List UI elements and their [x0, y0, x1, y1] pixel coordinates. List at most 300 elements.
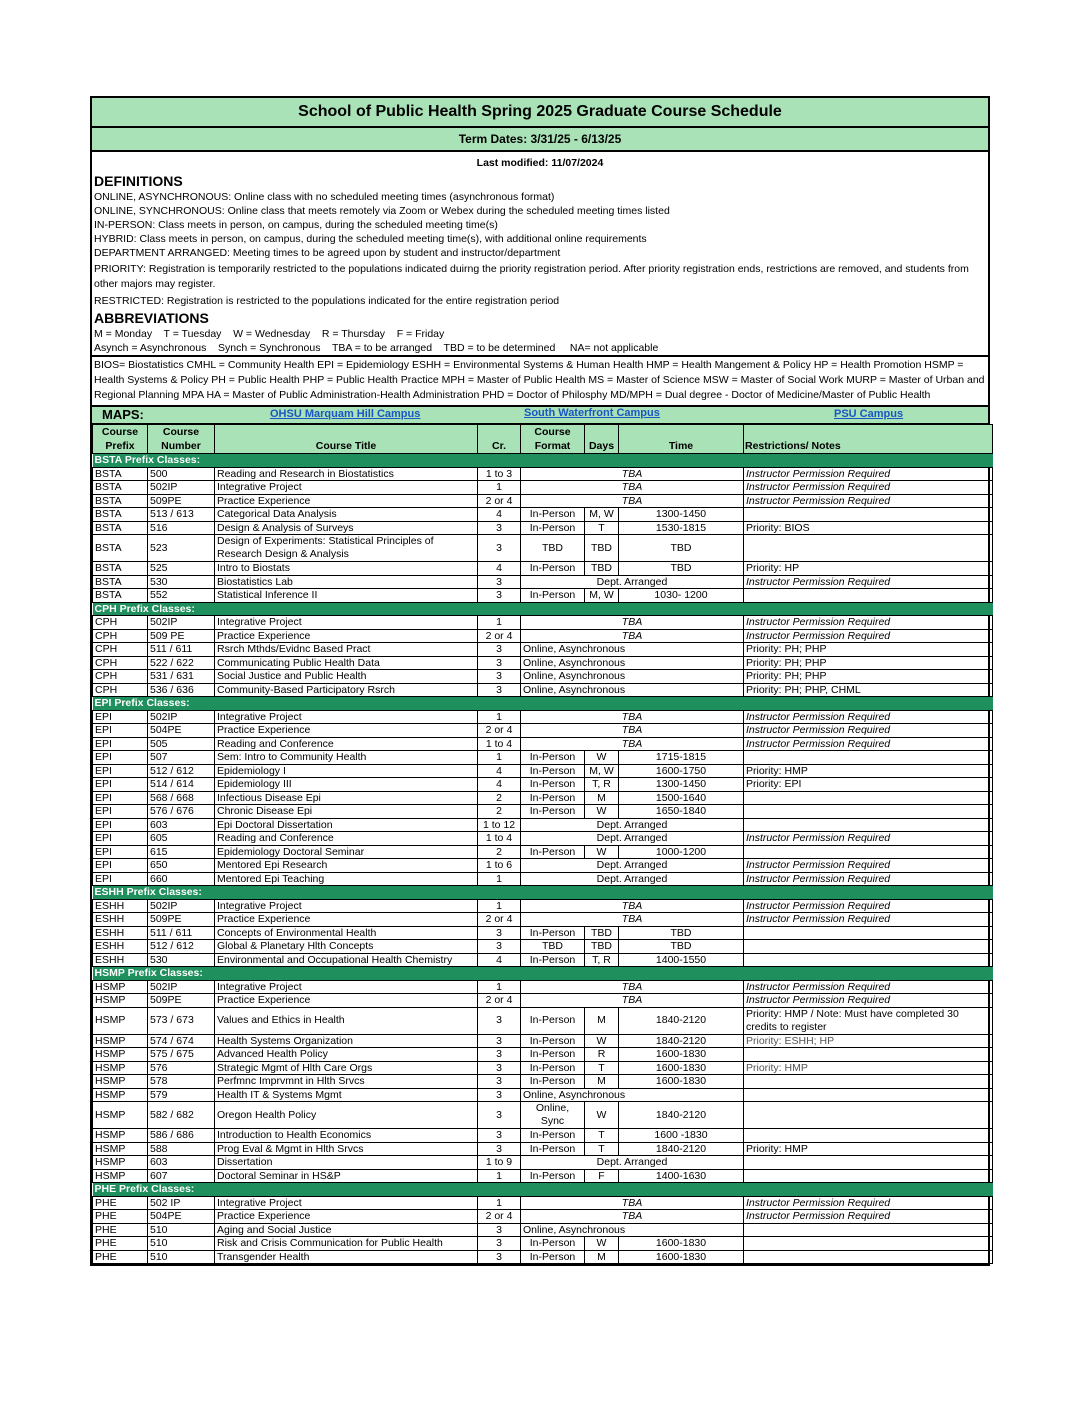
time-cell: 1400-1630: [619, 1169, 744, 1183]
course-title-cell: Biostatistics Lab: [215, 575, 478, 589]
table-row: [93, 710, 993, 724]
notes-cell: [744, 535, 993, 562]
course-prefix-cell: HSMP: [93, 1169, 148, 1183]
course-prefix-cell: BSTA: [93, 562, 148, 576]
time-cell: 1600-1830: [619, 1250, 744, 1264]
credits-cell: 2 or 4: [478, 913, 521, 927]
time-cell: 1300-1450: [619, 778, 744, 792]
definition-restricted: RESTRICTED: Registration is restricted to the populations indicated for the entire registration period: [94, 295, 560, 307]
days-cell: R: [585, 1048, 619, 1062]
format-cell: In-Person: [521, 953, 585, 967]
definition-in-person: IN-PERSON: Class meets in person, on campus, during the scheduled meeting time(s): [94, 219, 498, 231]
table-row: [93, 616, 993, 630]
table-row: [93, 994, 993, 1008]
course-prefix-cell: BSTA: [93, 575, 148, 589]
notes-cell: Instructor Permission Required: [744, 980, 993, 994]
days-cell: M: [585, 1250, 619, 1264]
notes-cell: Priority: HMP: [744, 1142, 993, 1156]
course-number-cell: 509PE: [148, 994, 215, 1008]
credits-cell: 2 or 4: [478, 994, 521, 1008]
time-cell: TBD: [619, 926, 744, 940]
notes-cell: Instructor Permission Required: [744, 481, 993, 495]
time-cell: 1600-1830: [619, 1061, 744, 1075]
format-cell: In-Person: [521, 1007, 585, 1034]
course-number-cell: 660: [148, 872, 215, 886]
format-cell: In-Person: [521, 589, 585, 603]
col-course-prefix: Course Prefix: [93, 425, 148, 454]
credits-cell: 3: [478, 1237, 521, 1251]
notes-cell: [744, 845, 993, 859]
time-cell: 1600-1750: [619, 764, 744, 778]
format-cell: TBA: [521, 1210, 744, 1224]
format-cell: Dept. Arranged: [521, 859, 744, 873]
time-cell: 1840-2120: [619, 1007, 744, 1034]
course-prefix-cell: ESHH: [93, 940, 148, 954]
maps-row: [92, 407, 988, 424]
table-row: [93, 1088, 993, 1102]
days-cell: T: [585, 1142, 619, 1156]
col-time: Time: [619, 425, 744, 454]
format-cell: TBA: [521, 994, 744, 1008]
format-cell: In-Person: [521, 1169, 585, 1183]
credits-cell: 4: [478, 562, 521, 576]
course-title-cell: Environmental and Occupational Health Chemistry: [215, 953, 478, 967]
table-row: [93, 508, 993, 522]
format-cell: TBA: [521, 481, 744, 495]
credits-cell: 1: [478, 872, 521, 886]
course-title-cell: Health IT & Systems Mgmt: [215, 1088, 478, 1102]
course-prefix-cell: EPI: [93, 845, 148, 859]
notes-cell: [744, 926, 993, 940]
course-number-cell: 514 / 614: [148, 778, 215, 792]
notes-cell: [744, 751, 993, 765]
course-prefix-cell: EPI: [93, 710, 148, 724]
time-cell: TBD: [619, 940, 744, 954]
credits-cell: 3: [478, 1061, 521, 1075]
course-title-cell: Practice Experience: [215, 1210, 478, 1224]
course-prefix-cell: CPH: [93, 683, 148, 697]
days-cell: W: [585, 751, 619, 765]
table-row: [93, 1034, 993, 1048]
course-table-body: [93, 454, 993, 1264]
days-cell: W: [585, 805, 619, 819]
course-title-cell: Design & Analysis of Surveys: [215, 521, 478, 535]
notes-cell: Priority: PH; PHP: [744, 643, 993, 657]
time-cell: 1030- 1200: [619, 589, 744, 603]
format-cell: TBA: [521, 629, 744, 643]
notes-cell: [744, 1048, 993, 1062]
format-cell: TBA: [521, 1196, 744, 1210]
course-prefix-cell: CPH: [93, 616, 148, 630]
credits-cell: 1 to 4: [478, 832, 521, 846]
definition-hybrid: HYBRID: Class meets in person, on campus, during the scheduled meeting time(s), with additional online requirements: [94, 233, 647, 245]
course-number-cell: 513 / 613: [148, 508, 215, 522]
notes-cell: Priority: HMP / Note: Must have completed 30 credits to register: [744, 1007, 993, 1034]
course-prefix-cell: ESHH: [93, 953, 148, 967]
course-title-cell: Infectious Disease Epi: [215, 791, 478, 805]
format-cell: In-Person: [521, 1142, 585, 1156]
credits-cell: 3: [478, 683, 521, 697]
credits-cell: 3: [478, 656, 521, 670]
course-title-cell: Practice Experience: [215, 724, 478, 738]
table-row: [93, 764, 993, 778]
course-title-cell: Mentored Epi Teaching: [215, 872, 478, 886]
course-prefix-cell: PHE: [93, 1250, 148, 1264]
format-cell: In-Person: [521, 562, 585, 576]
table-row: [93, 535, 993, 562]
col-restrictions-notes: Restrictions/ Notes: [744, 425, 993, 454]
course-number-cell: 607: [148, 1169, 215, 1183]
course-number-cell: 500: [148, 467, 215, 481]
table-row: [93, 778, 993, 792]
notes-cell: Instructor Permission Required: [744, 737, 993, 751]
abbreviations-terms: Asynch = Asynchronous Synch = Synchronous TBA = to be arranged TBD = to be determined NA= not applicable: [92, 341, 988, 357]
table-row: [93, 589, 993, 603]
course-prefix-cell: PHE: [93, 1223, 148, 1237]
course-title-cell: Strategic Mgmt of Hlth Care Orgs: [215, 1061, 478, 1075]
format-cell: Dept. Arranged: [521, 832, 744, 846]
course-title-cell: Integrative Project: [215, 1196, 478, 1210]
course-title-cell: Practice Experience: [215, 494, 478, 508]
course-number-cell: 504PE: [148, 724, 215, 738]
days-cell: M: [585, 791, 619, 805]
course-prefix-cell: EPI: [93, 724, 148, 738]
format-cell: In-Person: [521, 1034, 585, 1048]
course-prefix-cell: ESHH: [93, 899, 148, 913]
days-cell: W: [585, 1102, 619, 1129]
notes-cell: Instructor Permission Required: [744, 1210, 993, 1224]
table-row: [93, 724, 993, 738]
course-number-cell: 512 / 612: [148, 764, 215, 778]
days-cell: W: [585, 1237, 619, 1251]
course-prefix-cell: BSTA: [93, 508, 148, 522]
notes-cell: Instructor Permission Required: [744, 467, 993, 481]
course-number-cell: 530: [148, 575, 215, 589]
course-title-cell: Chronic Disease Epi: [215, 805, 478, 819]
credits-cell: 3: [478, 1142, 521, 1156]
course-number-cell: 502IP: [148, 710, 215, 724]
course-prefix-cell: HSMP: [93, 980, 148, 994]
course-number-cell: 650: [148, 859, 215, 873]
table-row: [93, 467, 993, 481]
format-cell: In-Person: [521, 1048, 585, 1062]
table-row: [93, 859, 993, 873]
table-row: [93, 1250, 993, 1264]
format-cell: In-Person: [521, 1075, 585, 1089]
table-row: [93, 1156, 993, 1170]
days-cell: M: [585, 1007, 619, 1034]
course-number-cell: 530: [148, 953, 215, 967]
course-table: [92, 424, 993, 1264]
col-credits: Cr.: [478, 425, 521, 454]
days-cell: T: [585, 1061, 619, 1075]
format-cell: TBA: [521, 899, 744, 913]
prefix-section-label: EPI Prefix Classes:: [93, 697, 993, 711]
credits-cell: 2: [478, 845, 521, 859]
notes-cell: [744, 940, 993, 954]
course-title-cell: Integrative Project: [215, 710, 478, 724]
course-title-cell: Social Justice and Public Health: [215, 670, 478, 684]
course-prefix-cell: BSTA: [93, 521, 148, 535]
course-title-cell: Practice Experience: [215, 913, 478, 927]
notes-cell: [744, 1075, 993, 1089]
time-cell: 1300-1450: [619, 508, 744, 522]
time-cell: 1500-1640: [619, 791, 744, 805]
credits-cell: 3: [478, 926, 521, 940]
notes-cell: [744, 818, 993, 832]
course-title-cell: Introduction to Health Economics: [215, 1129, 478, 1143]
abbreviations-heading: ABBREVIATIONS: [94, 310, 209, 326]
last-modified: Last modified: 11/07/2024: [476, 157, 604, 169]
course-title-cell: Health Systems Organization: [215, 1034, 478, 1048]
course-number-cell: 568 / 668: [148, 791, 215, 805]
time-cell: 1840-2120: [619, 1034, 744, 1048]
format-cell: In-Person: [521, 791, 585, 805]
format-cell: In-Person: [521, 926, 585, 940]
course-number-cell: 502IP: [148, 616, 215, 630]
course-title-cell: Practice Experience: [215, 994, 478, 1008]
credits-cell: 2 or 4: [478, 724, 521, 738]
notes-cell: Priority: BIOS: [744, 521, 993, 535]
format-cell: TBA: [521, 737, 744, 751]
course-prefix-cell: CPH: [93, 643, 148, 657]
notes-cell: [744, 953, 993, 967]
format-cell: In-Person: [521, 1061, 585, 1075]
course-prefix-cell: ESHH: [93, 913, 148, 927]
days-cell: W: [585, 845, 619, 859]
notes-cell: Instructor Permission Required: [744, 629, 993, 643]
format-cell: Online, Asynchronous: [521, 683, 744, 697]
course-prefix-cell: HSMP: [93, 1156, 148, 1170]
days-cell: TBD: [585, 940, 619, 954]
course-prefix-cell: BSTA: [93, 589, 148, 603]
course-title-cell: Transgender Health: [215, 1250, 478, 1264]
course-title-cell: Aging and Social Justice: [215, 1223, 478, 1237]
notes-cell: [744, 791, 993, 805]
table-row: [93, 913, 993, 927]
credits-cell: 1: [478, 1169, 521, 1183]
notes-cell: [744, 1129, 993, 1143]
table-row: [93, 845, 993, 859]
course-prefix-cell: HSMP: [93, 1142, 148, 1156]
course-prefix-cell: HSMP: [93, 1007, 148, 1034]
days-cell: TBD: [585, 926, 619, 940]
course-number-cell: 507: [148, 751, 215, 765]
table-header-row: [93, 425, 993, 454]
days-cell: M: [585, 1075, 619, 1089]
credits-cell: 3: [478, 575, 521, 589]
prefix-section-header: [93, 697, 993, 711]
credits-cell: 3: [478, 521, 521, 535]
course-title-cell: Doctoral Seminar in HS&P: [215, 1169, 478, 1183]
course-number-cell: 510: [148, 1250, 215, 1264]
maps-label: MAPS:: [102, 407, 144, 422]
format-cell: Online, Asynchronous: [521, 656, 744, 670]
table-row: [93, 1075, 993, 1089]
course-number-cell: 531 / 631: [148, 670, 215, 684]
credits-cell: 3: [478, 1223, 521, 1237]
table-row: [93, 805, 993, 819]
course-title-cell: Prog Eval & Mgmt in Hlth Srvcs: [215, 1142, 478, 1156]
days-cell: M, W: [585, 508, 619, 522]
course-number-cell: 579: [148, 1088, 215, 1102]
credits-cell: 2 or 4: [478, 494, 521, 508]
course-title-cell: Statistical Inference II: [215, 589, 478, 603]
notes-cell: Instructor Permission Required: [744, 832, 993, 846]
table-row: [93, 481, 993, 495]
course-title-cell: Epidemiology III: [215, 778, 478, 792]
course-title-cell: Epidemiology Doctoral Seminar: [215, 845, 478, 859]
course-prefix-cell: EPI: [93, 805, 148, 819]
course-title-cell: Oregon Health Policy: [215, 1102, 478, 1129]
table-row: [93, 832, 993, 846]
format-cell: TBA: [521, 724, 744, 738]
course-number-cell: 576: [148, 1061, 215, 1075]
format-cell: In-Person: [521, 508, 585, 522]
format-cell: In-Person: [521, 805, 585, 819]
prefix-section-label: ESHH Prefix Classes:: [93, 886, 993, 900]
course-number-cell: 516: [148, 521, 215, 535]
prefix-section-header: [93, 602, 993, 616]
credits-cell: 3: [478, 1007, 521, 1034]
credits-cell: 3: [478, 1088, 521, 1102]
course-title-cell: Epidemiology I: [215, 764, 478, 778]
table-row: [93, 980, 993, 994]
course-prefix-cell: HSMP: [93, 1102, 148, 1129]
course-number-cell: 502IP: [148, 481, 215, 495]
table-row: [93, 683, 993, 697]
format-cell: In-Person: [521, 764, 585, 778]
course-number-cell: 536 / 636: [148, 683, 215, 697]
notes-cell: Instructor Permission Required: [744, 575, 993, 589]
prefix-section-header: [93, 1183, 993, 1197]
table-row: [93, 818, 993, 832]
map-link-south-waterfront[interactable]: South Waterfront Campus: [524, 407, 660, 419]
course-number-cell: 588: [148, 1142, 215, 1156]
format-cell: In-Person: [521, 1237, 585, 1251]
table-row: [93, 643, 993, 657]
table-row: [93, 1129, 993, 1143]
course-title-cell: Community-Based Participatory Rsrch: [215, 683, 478, 697]
program-abbreviations: BIOS= Biostatistics CMHL = Community Health EPI = Epidemiology ESHH = Environmental Systems & Human Health HMP = Health Mangement & Policy HP = Health Promotion HSMP = Health Systems & Policy PH = Public Health PHP = Public Health Practice MPH = Master of Public Health MS = Master of Science MSW = Master of Social Work MURP = Master of Urban and Regional Planning MPA HA = Master of Public Administration-Health Administration PHD = Doctor of Philosphy MD/MPH = Dual degree - Doctor of Medicine/Master of Public Health: [92, 357, 988, 407]
notes-cell: Instructor Permission Required: [744, 494, 993, 508]
course-title-cell: Concepts of Environmental Health: [215, 926, 478, 940]
course-number-cell: 605: [148, 832, 215, 846]
credits-cell: 1: [478, 616, 521, 630]
definitions-heading: DEFINITIONS: [94, 173, 183, 189]
notes-cell: Instructor Permission Required: [744, 899, 993, 913]
course-title-cell: Integrative Project: [215, 616, 478, 630]
course-title-cell: Practice Experience: [215, 629, 478, 643]
prefix-section-label: HSMP Prefix Classes:: [93, 967, 993, 981]
format-cell: TBA: [521, 467, 744, 481]
course-number-cell: 573 / 673: [148, 1007, 215, 1034]
credits-cell: 1: [478, 899, 521, 913]
table-row: [93, 562, 993, 576]
table-row: [93, 670, 993, 684]
time-cell: 1840-2120: [619, 1102, 744, 1129]
col-course-title: Course Title: [215, 425, 478, 454]
credits-cell: 2 or 4: [478, 629, 521, 643]
course-number-cell: 504PE: [148, 1210, 215, 1224]
format-cell: In-Person: [521, 845, 585, 859]
notes-cell: [744, 508, 993, 522]
course-prefix-cell: EPI: [93, 818, 148, 832]
days-cell: T: [585, 1129, 619, 1143]
course-prefix-cell: HSMP: [93, 1129, 148, 1143]
format-cell: Online, Asynchronous: [521, 1088, 744, 1102]
table-row: [93, 791, 993, 805]
course-number-cell: 509PE: [148, 913, 215, 927]
notes-cell: [744, 1250, 993, 1264]
table-row: [93, 1142, 993, 1156]
table-row: [93, 629, 993, 643]
course-number-cell: 525: [148, 562, 215, 576]
notes-cell: Instructor Permission Required: [744, 872, 993, 886]
table-row: [93, 1048, 993, 1062]
course-number-cell: 603: [148, 1156, 215, 1170]
format-cell: Online, Asynchronous: [521, 643, 744, 657]
course-title-cell: Sem: Intro to Community Health: [215, 751, 478, 765]
course-title-cell: Global & Planetary Hlth Concepts: [215, 940, 478, 954]
table-row: [93, 1102, 993, 1129]
days-cell: T, R: [585, 953, 619, 967]
course-prefix-cell: CPH: [93, 656, 148, 670]
map-link-psu[interactable]: PSU Campus: [834, 408, 904, 420]
notes-cell: [744, 1237, 993, 1251]
course-prefix-cell: CPH: [93, 670, 148, 684]
course-prefix-cell: BSTA: [93, 494, 148, 508]
time-cell: 1650-1840: [619, 805, 744, 819]
notes-cell: [744, 1088, 993, 1102]
prefix-section-header: [93, 886, 993, 900]
map-link-ohsu-marquam-hill[interactable]: OHSU Marquam Hill Campus: [270, 408, 421, 420]
page-title: School of Public Health Spring 2025 Graduate Course Schedule: [92, 98, 988, 128]
notes-cell: [744, 1102, 993, 1129]
time-cell: 1600 -1830: [619, 1129, 744, 1143]
course-title-cell: Epi Doctoral Dissertation: [215, 818, 478, 832]
table-row: [93, 872, 993, 886]
course-title-cell: Reading and Research in Biostatistics: [215, 467, 478, 481]
credits-cell: 3: [478, 1102, 521, 1129]
time-cell: TBD: [619, 562, 744, 576]
credits-cell: 1 to 6: [478, 859, 521, 873]
notes-cell: Priority: HP: [744, 562, 993, 576]
course-number-cell: 575 / 675: [148, 1048, 215, 1062]
days-cell: TBD: [585, 562, 619, 576]
col-days: Days: [585, 425, 619, 454]
format-cell: Online, Asynchronous: [521, 1223, 744, 1237]
notes-cell: Priority: HMP: [744, 764, 993, 778]
format-cell: In-Person: [521, 521, 585, 535]
course-title-cell: Risk and Crisis Communication for Public Health: [215, 1237, 478, 1251]
course-title-cell: Perfmnc Imprvmnt in Hlth Srvcs: [215, 1075, 478, 1089]
format-cell: Dept. Arranged: [521, 1156, 744, 1170]
notes-cell: [744, 589, 993, 603]
credits-cell: 1 to 9: [478, 1156, 521, 1170]
format-cell: TBA: [521, 913, 744, 927]
credits-cell: 3: [478, 940, 521, 954]
time-cell: TBD: [619, 535, 744, 562]
table-row: [93, 1061, 993, 1075]
table-row: [93, 953, 993, 967]
course-number-cell: 574 / 674: [148, 1034, 215, 1048]
credits-cell: 2 or 4: [478, 1210, 521, 1224]
course-title-cell: Communicating Public Health Data: [215, 656, 478, 670]
course-prefix-cell: PHE: [93, 1237, 148, 1251]
credits-cell: 2: [478, 791, 521, 805]
course-prefix-cell: PHE: [93, 1196, 148, 1210]
